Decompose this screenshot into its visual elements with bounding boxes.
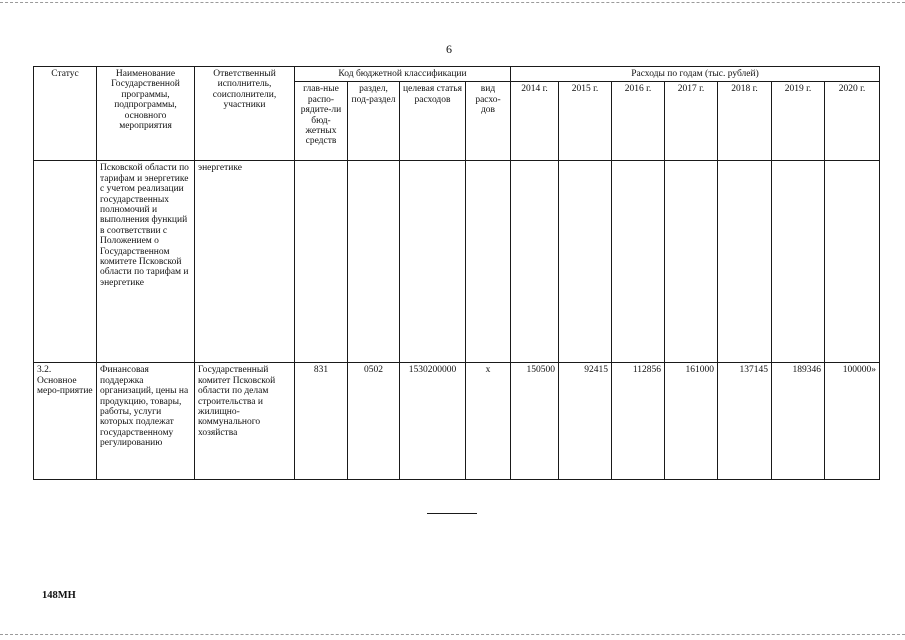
closing-rule: [427, 513, 477, 514]
header-year-2019: 2019 г.: [772, 82, 825, 161]
table-row: [34, 161, 880, 363]
row2-code-target-article: 1530200000: [400, 363, 466, 480]
header-year-2017: 2017 г.: [665, 82, 718, 161]
row2-value-2018: 137145: [718, 363, 772, 480]
header-executor: Ответственный исполнитель, соисполнители, участники: [195, 67, 295, 161]
budget-table: [33, 66, 880, 480]
row2-status: 3.2. Основное меро-приятие: [34, 363, 97, 480]
row2-code-main-manager: 831: [295, 363, 348, 480]
row1-value-2018: [718, 161, 772, 363]
header-code-target-article: целевая статья расходов: [400, 82, 466, 161]
row1-executor: энергетике: [195, 161, 295, 363]
header-status: Статус: [34, 67, 97, 161]
row1-value-2017: [665, 161, 718, 363]
header-expenses-group: Расходы по годам (тыс. рублей): [511, 67, 880, 82]
row1-code-expense-type: [466, 161, 511, 363]
row1-status: [34, 161, 97, 363]
header-code-section: раздел, под-раздел: [348, 82, 400, 161]
header-year-2016: 2016 г.: [612, 82, 665, 161]
header-year-2014: 2014 г.: [511, 82, 559, 161]
header-budget-code-group: Код бюджетной классификации: [295, 67, 511, 82]
header-name: Наименование Государственной программы, подпрограммы, основного мероприятия: [97, 67, 195, 161]
page-number: 6: [446, 42, 452, 56]
row1-value-2019: [772, 161, 825, 363]
row1-value-2020: [825, 161, 880, 363]
header-row-top: [34, 67, 880, 82]
row2-value-2016: 112856: [612, 363, 665, 480]
row2-code-expense-type: х: [466, 363, 511, 480]
row1-code-main-manager: [295, 161, 348, 363]
row1-value-2016: [612, 161, 665, 363]
row1-value-2014: [511, 161, 559, 363]
row1-code-target-article: [400, 161, 466, 363]
header-year-2020: 2020 г.: [825, 82, 880, 161]
row1-name: Псковской области по тарифам и энергетике с учетом реализации государственных полномочий и выполнения функций в соответствии с Положением о Государственном комитете Псковской области по тарифам и энергетике: [97, 161, 195, 363]
header-code-main-managers: глав-ные распо-рядите-ли бюд-жетных средств: [295, 82, 348, 161]
scan-edge-top: [0, 2, 905, 3]
row2-value-2017: 161000: [665, 363, 718, 480]
row2-executor: Государственный комитет Псковской области по делам строительства и жилищно-коммунального хозяйства: [195, 363, 295, 480]
header-year-2015: 2015 г.: [559, 82, 612, 161]
row2-name: Финансовая поддержка организаций, цены на продукцию, товары, работы, услуги которых подлежат государственному регулированию: [97, 363, 195, 480]
row2-value-2020: 100000»: [825, 363, 880, 480]
scan-edge-bottom: [0, 634, 905, 635]
row2-code-section: 0502: [348, 363, 400, 480]
row2-value-2019: 189346: [772, 363, 825, 480]
table-row: [34, 363, 880, 480]
document-code: 148МН: [42, 590, 76, 601]
header-code-expense-type: вид расхо-дов: [466, 82, 511, 161]
row1-code-section: [348, 161, 400, 363]
header-year-2018: 2018 г.: [718, 82, 772, 161]
row2-value-2014: 150500: [511, 363, 559, 480]
row1-value-2015: [559, 161, 612, 363]
row2-value-2015: 92415: [559, 363, 612, 480]
